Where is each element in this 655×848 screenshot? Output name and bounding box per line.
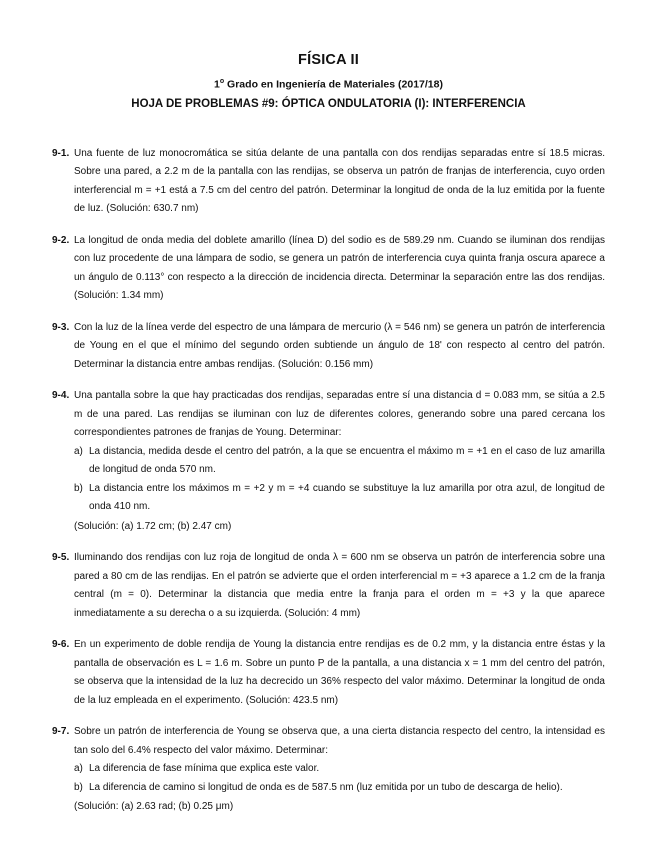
solution-text: (Solución: (a) 2.63 rad; (b) 0.25 μm) <box>74 801 234 812</box>
problem-item <box>52 723 605 817</box>
document-header <box>52 52 605 110</box>
problem-text: Una fuente de luz monocromática se sitúa delante de una pantalla con dos rendijas separadas entre sí 18.5 micras. Sobre una pared, a 2.2 m de la pantalla con las rendijas, se observa un patrón de franjas de interferencia, cuyo orden interferencial m = +1 está a 7.5 cm del centro del patrón. Determinar la longitud de onda de la luz emitida por la fuente de luz. (Solución: 630.7 nm) <box>74 147 605 214</box>
subtitle-superscript: o <box>219 78 225 85</box>
problem-text: La longitud de onda media del doblete amarillo (línea D) del sodio es de 589.29 nm. Cuando se iluminan dos rendijas con luz procedente de una lámpara de sodio, se genera un patrón de interferencia cuya quinta franja oscura aparece a un ángulo de 0.113° con respecto a la dirección de incidencia directa. Determinar la separación entre las dos rendijas. (Solución: 1.34 mm) <box>74 234 605 301</box>
problem-number: 9-3. <box>52 321 70 333</box>
subquestion <box>74 779 605 798</box>
subtitle-prefix: 1 <box>214 78 220 91</box>
problem-list <box>52 145 605 817</box>
problem-number: 9-7. <box>52 726 70 737</box>
subquestion-label: b) <box>74 781 83 793</box>
problem-number: 9-6. <box>52 639 70 650</box>
problem-body <box>74 387 605 536</box>
problem-item <box>52 636 605 710</box>
subquestion-label: a) <box>74 445 83 457</box>
problem-body <box>74 549 605 623</box>
subquestion <box>74 480 605 517</box>
problem-body <box>74 636 605 710</box>
subquestion-label: b) <box>74 482 83 494</box>
subtitle-rest: Grado en Ingeniería de Materiales (2017/18) <box>224 78 443 91</box>
problem-text: Con la luz de la línea verde del espectro de una lámpara de mercurio (λ = 546 nm) se genera un patrón de interferencia de Young en el que el mínimo del segundo orden subtiende un ángulo de 18' con respecto al centro del patrón. Determinar la distancia entre ambas rendijas. (Solución: 0.156 mm) <box>74 321 605 370</box>
subquestion-text: La diferencia de camino si longitud de onda es de 587.5 nm (luz emitida por un tubo de descarga de helio). <box>89 781 563 793</box>
subquestion <box>74 443 605 480</box>
subquestion-label: a) <box>74 763 83 774</box>
problem-number: 9-2. <box>52 234 70 246</box>
problem-number: 9-5. <box>52 552 70 563</box>
problem-text: Iluminando dos rendijas con luz roja de longitud de onda λ = 600 nm se observa un patrón de interferencia sobre una pared a 80 cm de las rendijas. En el patrón se advierte que el orden interferencial m = +3 aparece a 1.2 cm de la franja central (m = 0). Determinar la distancia que media entre la franja para el orden m = +3 y la que aparece inmediatamente a su derecha o a su izquierda. (Solución: 4 mm) <box>74 552 605 619</box>
solution-text: (Solución: (a) 1.72 cm; (b) 2.47 cm) <box>74 520 232 532</box>
problem-item <box>52 319 605 375</box>
problem-body <box>74 319 605 375</box>
sheet-title: HOJA DE PROBLEMAS #9: ÓPTICA ONDULATORIA (I): INTERFERENCIA <box>131 97 526 110</box>
problem-text: Una pantalla sobre la que hay practicadas dos rendijas, separadas entre sí una distancia d = 0.083 mm, se sitúa a 2.5 m de una pared. Las rendijas se iluminan con luz de diferentes colores, generando sobre una pared cercana los correspondientes patrones de franjas de Young. Determinar: <box>74 390 605 438</box>
problem-body <box>74 232 605 306</box>
problem-number: 9-1. <box>52 147 70 159</box>
subquestion-text: La distancia, medida desde el centro del patrón, a la que se encuentra el máximo m = +1 en el caso de luz amarilla de longitud de onda 570 nm. <box>89 445 605 475</box>
subquestion-text: La distancia entre los máximos m = +2 y m = +4 cuando se substituye la luz amarilla por otra azul, de longitud de onda 410 nm. <box>89 482 605 512</box>
problem-body <box>74 145 605 219</box>
subquestion <box>74 760 605 779</box>
problem-text: Sobre un patrón de interferencia de Young se observa que, a una cierta distancia respecto del centro, la intensidad es tan solo del 6.4% respecto del valor máximo. Determinar: <box>74 726 605 756</box>
problem-item <box>52 145 605 219</box>
problem-item <box>52 549 605 623</box>
problem-item <box>52 232 605 306</box>
problem-text: En un experimento de doble rendija de Young la distancia entre rendijas es de 0.2 mm, y la distancia entre éstas y la pantalla de observación es L = 1.6 m. Sobre un punto P de la pantalla, a una distancia x = 1 mm del centro del patrón, se observa que la intensidad de la luz ha decrecido un 36% respecto del valor máximo. Determinar la longitud de onda de la luz empleada en el experimento. (Solución: 423.5 nm) <box>74 639 605 706</box>
subquestion-text: La diferencia de fase mínima que explica este valor. <box>89 763 320 774</box>
document-title: FÍSICA II <box>298 52 359 68</box>
course-subtitle <box>52 78 605 91</box>
problem-item <box>52 387 605 536</box>
problem-number: 9-4. <box>52 390 70 401</box>
problem-body <box>74 723 605 817</box>
